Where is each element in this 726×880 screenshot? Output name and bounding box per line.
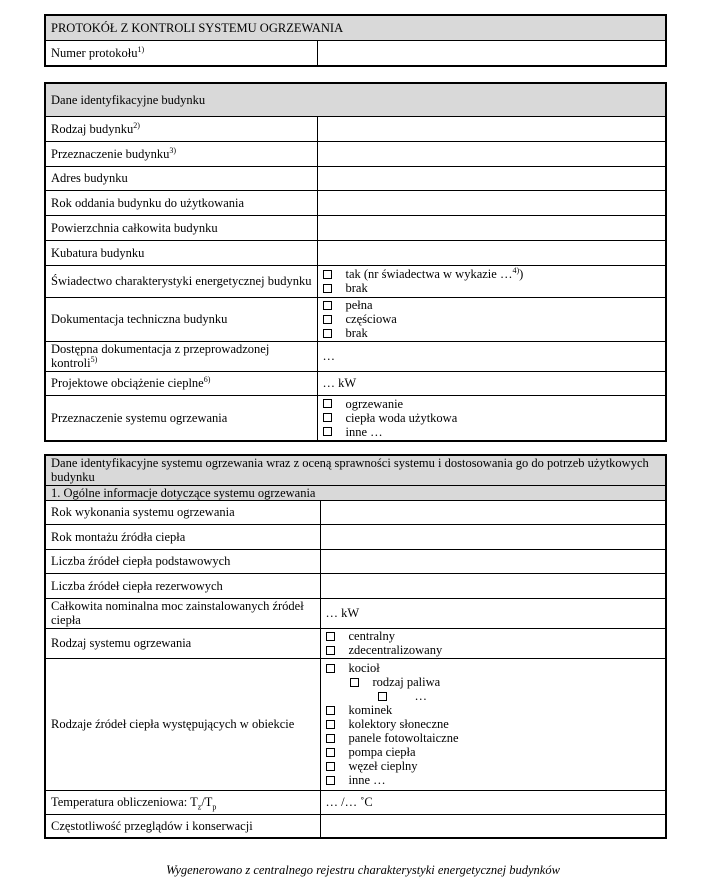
- heat-load-field[interactable]: … kW: [317, 371, 666, 395]
- option-label: inne …: [345, 424, 383, 439]
- checkbox-icon[interactable]: [323, 413, 332, 422]
- energy-certificate-options: [317, 265, 666, 297]
- option-label: …: [414, 689, 427, 703]
- inspection-docs-field[interactable]: …: [317, 341, 666, 371]
- system-purpose-options: [317, 395, 666, 441]
- maintenance-frequency-field[interactable]: [320, 814, 666, 838]
- protocol-header-table: [44, 14, 667, 67]
- source-install-year-field[interactable]: [320, 524, 666, 549]
- option-label: częściowa: [345, 312, 397, 326]
- maintenance-frequency-label: Częstotliwość przeglądów i konserwacji: [45, 814, 320, 838]
- checkbox-icon[interactable]: [323, 427, 332, 436]
- checkbox-icon[interactable]: [323, 270, 332, 279]
- checkbox-icon[interactable]: [323, 284, 332, 293]
- building-volume-label: Kubatura budynku: [45, 240, 317, 265]
- checkbox-icon[interactable]: [326, 706, 335, 715]
- option-label: pompa ciepła: [348, 745, 416, 759]
- heating-system-table: [44, 454, 667, 839]
- protocol-number-field[interactable]: [317, 40, 666, 66]
- checkbox-icon[interactable]: [323, 315, 332, 324]
- building-year-label: Rok oddania budynku do użytkowania: [45, 190, 317, 215]
- building-type-label: Rodzaj budynku$^{2)}$: [45, 116, 317, 141]
- primary-sources-field[interactable]: [320, 549, 666, 573]
- option-label: ogrzewanie: [345, 396, 404, 411]
- heat-load-label: Projektowe obciążenie cieplne$^{6)}$: [45, 371, 317, 395]
- system-year-label: Rok wykonania systemu ogrzewania: [45, 500, 320, 524]
- page-footer: Wygenerowano z centralnego rejestru charakterystyki energetycznej budynków: [166, 863, 560, 877]
- checkbox-icon[interactable]: [326, 720, 335, 729]
- source-install-year-label: Rok montażu źródła ciepła: [45, 524, 320, 549]
- option-label: brak: [345, 281, 368, 295]
- building-area-field[interactable]: [317, 215, 666, 240]
- checkbox-icon[interactable]: [326, 734, 335, 743]
- checkbox-icon[interactable]: [326, 776, 335, 785]
- heat-sources-options: [320, 658, 666, 790]
- option-label: kocioł: [348, 661, 380, 675]
- building-type-field[interactable]: [317, 116, 666, 141]
- option-label: ciepła woda użytkowa: [345, 410, 458, 425]
- system-type-label: Rodzaj systemu ogrzewania: [45, 628, 320, 658]
- option-label: kolektory słoneczne: [348, 717, 449, 731]
- checkbox-icon[interactable]: [350, 678, 359, 687]
- checkbox-icon[interactable]: [326, 646, 335, 655]
- option-label: kominek: [348, 703, 393, 717]
- checkbox-icon[interactable]: [326, 762, 335, 771]
- system-type-options: [320, 628, 666, 658]
- total-power-field[interactable]: … kW: [320, 598, 666, 628]
- primary-sources-label: Liczba źródeł ciepła podstawowych: [45, 549, 320, 573]
- building-purpose-label: Przeznaczenie budynku$^{3)}$: [45, 141, 317, 166]
- protocol-number-label: Numer protokołu$^{1)}$: [45, 40, 317, 66]
- option-label: panele fotowoltaiczne: [348, 731, 459, 745]
- general-info-subheader: 1. Ogólne informacje dotyczące systemu ogrzewania: [45, 485, 666, 500]
- building-data-table: [44, 82, 667, 442]
- building-volume-field[interactable]: [317, 240, 666, 265]
- total-power-label: Całkowita nominalna moc zainstalowanych źródeł ciepła: [45, 598, 320, 628]
- technical-docs-label: Dokumentacja techniczna budynku: [45, 297, 317, 341]
- option-label: tak (nr świadectwa w wykazie …$^{4)}$): [345, 265, 524, 281]
- option-label: centralny: [348, 629, 396, 643]
- checkbox-icon[interactable]: [326, 664, 335, 673]
- building-section-header: Dane identyfikacyjne budynku: [45, 83, 666, 116]
- checkbox-icon[interactable]: [326, 748, 335, 757]
- heat-sources-label: Rodzaje źródeł ciepła występujących w obiekcie: [45, 658, 320, 790]
- energy-certificate-label: Świadectwo charakterystyki energetycznej budynku: [45, 265, 317, 297]
- backup-sources-field[interactable]: [320, 573, 666, 598]
- building-address-field[interactable]: [317, 166, 666, 190]
- system-purpose-label: Przeznaczenie systemu ogrzewania: [45, 395, 317, 441]
- protocol-title: PROTOKÓŁ Z KONTROLI SYSTEMU OGRZEWANIA: [45, 15, 666, 40]
- option-label: brak: [345, 326, 368, 340]
- building-purpose-field[interactable]: [317, 141, 666, 166]
- system-year-field[interactable]: [320, 500, 666, 524]
- backup-sources-label: Liczba źródeł ciepła rezerwowych: [45, 573, 320, 598]
- checkbox-icon[interactable]: [378, 692, 387, 701]
- design-temperature-field[interactable]: … /… ˚C: [320, 790, 666, 814]
- option-label: rodzaj paliwa: [372, 675, 441, 689]
- checkbox-icon[interactable]: [323, 329, 332, 338]
- building-address-label: Adres budynku: [45, 166, 317, 190]
- checkbox-icon[interactable]: [323, 301, 332, 310]
- heating-section-header: Dane identyfikacyjne systemu ogrzewania wraz z oceną sprawności systemu i dostosowania go do potrzeb użytkowych budynku: [45, 455, 666, 485]
- option-label: pełna: [345, 298, 373, 312]
- checkbox-icon[interactable]: [323, 399, 332, 408]
- option-label: zdecentralizowany: [348, 643, 443, 657]
- option-label: inne …: [348, 773, 386, 787]
- building-area-label: Powierzchnia całkowita budynku: [45, 215, 317, 240]
- design-temperature-label: Temperatura obliczeniowa: $T_z/T_p$: [45, 790, 320, 814]
- checkbox-icon[interactable]: [326, 632, 335, 641]
- inspection-docs-label: Dostępna dokumentacja z przeprowadzonej kontroli$^{5)}$: [45, 341, 317, 371]
- technical-docs-options: [317, 297, 666, 341]
- option-label: węzeł cieplny: [348, 759, 418, 773]
- building-year-field[interactable]: [317, 190, 666, 215]
